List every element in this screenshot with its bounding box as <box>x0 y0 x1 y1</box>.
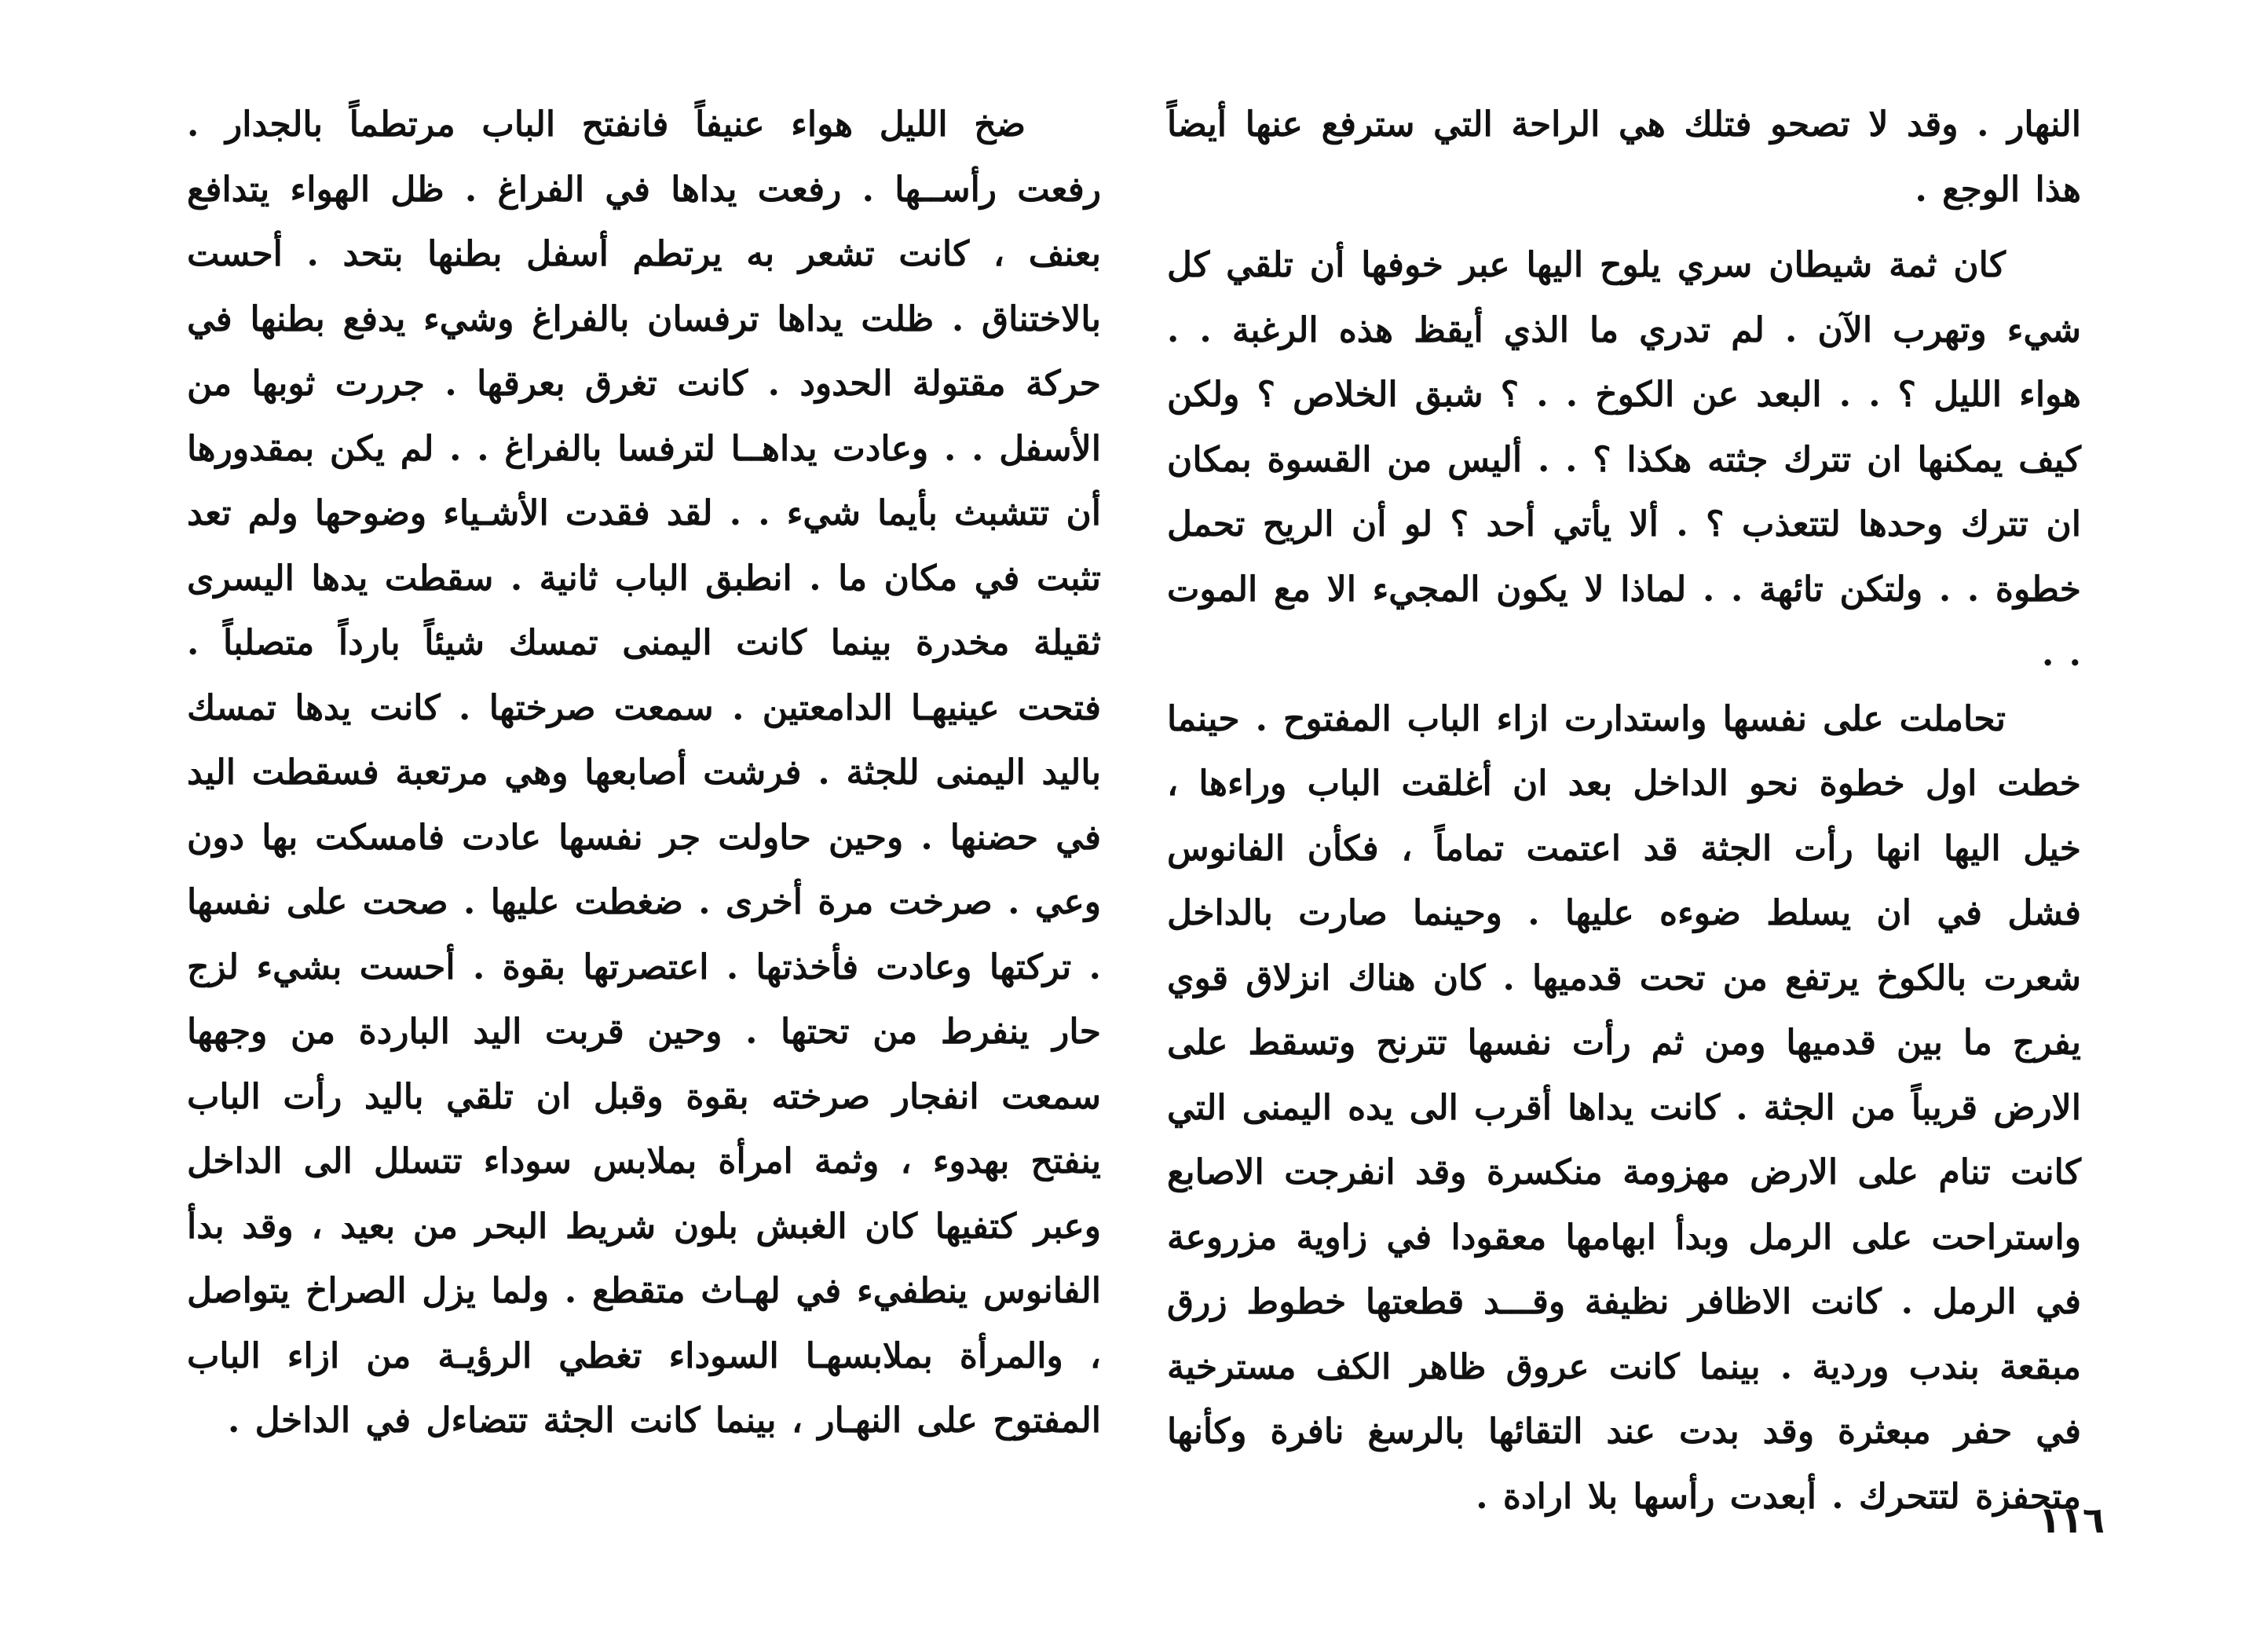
paragraph-continued: النهار . وقد لا تصحو فتلك هي الراحة التي سترفع عنها أيضاً هذا الوجع . <box>1167 104 2081 210</box>
paragraph: ضخ الليل هواء عنيفاً فانفتح الباب مرتطماً بالجدار . رفعت رأســها . رفعت يداها في الفراغ . ظل الهواء يتدافع بعنف ، كانت تشعر به يرتطم أسفل بطنها بتحد . أحست بالاختناق . ظلت يداها ترفسان بالفراغ وشيء يدفع بطنها في حركة مقتولة الحدود . كانت تغرق بعرقها . جررت ثوبها من الأسفل . . وعادت يداهــا لترفسا بالفراغ . . لم يكن بمقدورها أن تتشبث بأيما شيء . . لقد فقدت الأشـياء وضوحها ولم تعد تثبت في مكان ما . انطبق الباب ثانية . سقطت يدها اليسرى ثقيلة مخدرة بينما كانت اليمنى تمسك شيئاً بارداً متصلباً . فتحت عينيهـا الدامعتين . سمعت صرختها . كانت يدها تمسك باليد اليمنى للجثة . فرشت أصابعها وهي مرتعبة فسقطت اليد في حضنها . وحين حاولت جر نفسها عادت فامسكت بها دون وعي . صرخت مرة أخرى . ضغطت عليها . صحت على نفسها . تركتها وعادت فأخذتها . اعتصرتها بقوة . أحست بشيء لزج حار ينفرط من تحتها . وحين قربت اليد الباردة من وجهها سمعت انفجار صرخته بقوة وقبل ان تلقي باليد رأت الباب ينفتح بهدوء ، وثمة امرأة بملابس سوداء تتسلل الى الداخل وعبر كتفيها كان الغبش بلون شريط البحر من بعيد ، وقد بدأ الفانوس ينطفيء في لهـاث متقطع . ولما يزل الصراخ يتواصل ، والمرأة بملابسهـا السوداء تغطي الرؤيـة من ازاء الباب المفتوح على النهـار ، بينما كانت الجثة تتضاءل في الداخل . <box>187 104 1102 1441</box>
paragraph: كان ثمة شيطان سري يلوح اليها عبر خوفها أن تلقي كل شيء وتهرب الآن . لم تدري ما الذي أيقظ هذه الرغبة . . هواء الليل ؟ . . البعد عن الكوخ . . ؟ شبق الخلاص ؟ ولكن كيف يمكنها ان تترك جثته هكذا ؟ . . أليس من القسوة بمكان ان تترك وحدها لتتعذب ؟ . ألا يأتي أحد ؟ لو أن الريح تحمل خطوة . . ولتكن تائهة . . لماذا لا يكون المجيء الا مع الموت . . <box>1167 245 2081 674</box>
page-number: ١١٦ <box>2038 1499 2105 1541</box>
right-text-column <box>1167 93 2081 1529</box>
left-text-column <box>187 93 1101 1454</box>
paragraph: تحاملت على نفسها واستدارت ازاء الباب المفتوح . حينما خطت اول خطوة نحو الداخل بعد ان أغلقت الباب وراءها ، خيل اليها انها رأت الجثة قد اعتمت تماماً ، فكأن الفانوس فشل في ان يسلط ضوءه عليها . وحينما صارت بالداخل شعرت بالكوخ يرتفع من تحت قدميها . كان هناك انزلاق قوي يفرج ما بين قدميها ومن ثم رأت نفسها تترنح وتسقط على الارض قريباً من الجثة . كانت يداها أقرب الى يده اليمنى التي كانت تنام على الارض مهزومة منكسرة وقد انفرجت الاصابع واستراحت على الرمل وبدأ ابهامها معقودا في زاوية مزروعة في الرمل . كانت الاظافر نظيفة وقـــد قطعتها خطوط زرق مبقعة بندب وردية . بينما كانت عروق ظاهر الكف مسترخية في حفر مبعثرة وقد بدت عند التقائها بالرسغ نافرة وكأنها متحفزة لتتحرك . أبعدت رأسها بلا ارادة . <box>1167 698 2081 1517</box>
